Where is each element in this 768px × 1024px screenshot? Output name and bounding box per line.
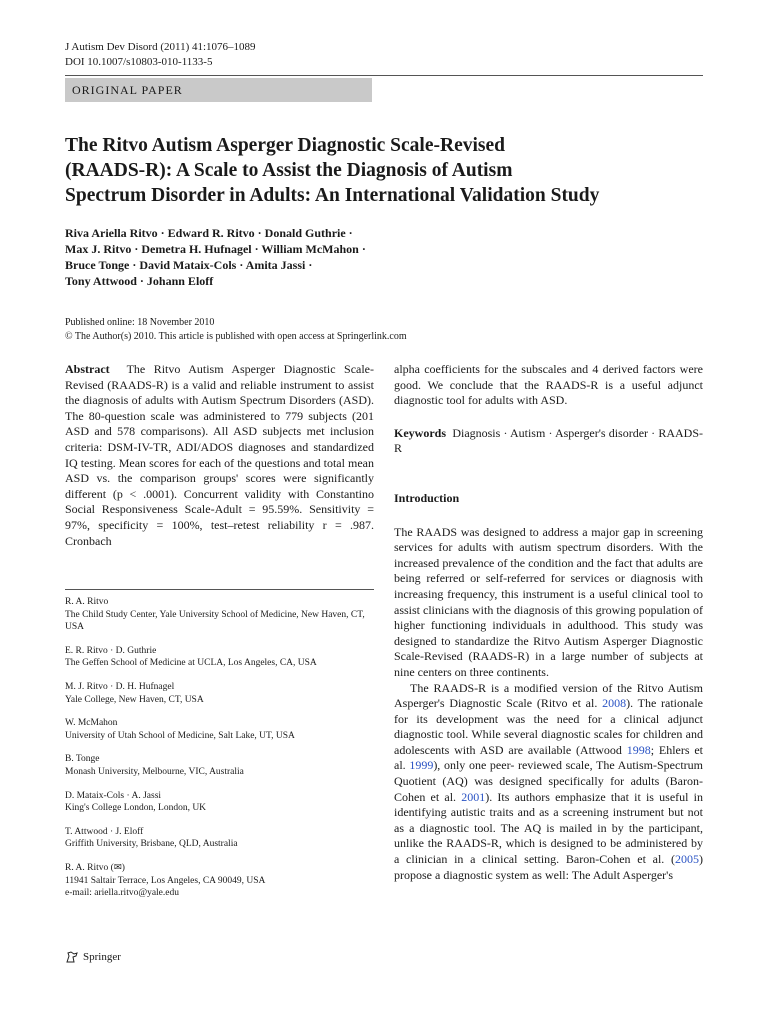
- affiliation-place: The Geffen School of Medicine at UCLA, Los Angeles, CA, USA: [65, 658, 317, 669]
- intro-paragraph: The RAADS was designed to address a major gap in screening services for adults with autism spectrum disorders. With the increased prevalence of the condition and the fact that adults are being referred or self-referred for services or diagnosis with increasing frequency, this instrument is a useful clinical tool to assist clinicians with the diagnosis of this growing population of higher functioning individuals in adulthood. This study was designed to standardize the Ritvo Autism Asperger Diagnostic Scale-Revised (RAADS-R) in a large number of subjects at nine centers on three continents.: [394, 524, 703, 679]
- intro-paragraph: [394, 681, 703, 884]
- published-date: Published online: 18 November 2010: [65, 317, 215, 328]
- affiliation-place: University of Utah School of Medicine, Salt Lake, UT, USA: [65, 730, 295, 741]
- publisher-name: Springer: [83, 951, 121, 963]
- affiliation-names: R. A. Ritvo: [65, 597, 109, 607]
- affiliation: [65, 826, 374, 851]
- affiliation-place: The Child Study Center, Yale University School of Medicine, New Haven, CT, USA: [65, 609, 365, 633]
- affiliation-names: B. Tonge: [65, 754, 100, 765]
- copyright-line: © The Author(s) 2010. This article is published with open access at Springerlink.com: [65, 331, 407, 342]
- affiliation-names: M. J. Ritvo · D. H. Hufnagel: [65, 681, 175, 692]
- citation-link[interactable]: 2005: [675, 852, 699, 867]
- affiliation: [65, 645, 374, 670]
- affiliations: [65, 596, 374, 911]
- abstract-left: [65, 362, 374, 549]
- affiliation: [65, 753, 374, 778]
- affiliation-place: Griffith University, Brisbane, QLD, Australia: [65, 839, 238, 850]
- footnote-divider: [65, 589, 374, 590]
- affiliation-place: King's College London, London, UK: [65, 803, 207, 814]
- text-run: The RAADS-R is a modified version of the Ritvo Autism Asperger's Diagnostic Scale (Ritvo et al.: [394, 680, 703, 711]
- text-run: ), only one peer- reviewed scale, The Autism-Spectrum Quotient (AQ) was designed specifically for adults (Baron-Cohen et al.: [394, 758, 703, 804]
- citation-link[interactable]: 1999: [409, 758, 434, 773]
- article-type-label: ORIGINAL PAPER: [72, 83, 183, 97]
- correspondence: [65, 862, 374, 900]
- affiliation-names: W. McMahon: [65, 718, 118, 729]
- article-title: [65, 133, 705, 208]
- affiliation: [65, 790, 374, 815]
- text-run: ). Its authors emphasize that it is useful in identifying autistic traits and as a screening instrument but not as a diagnostic tool. The AQ is mailed in by the participant, unlike the RAADS-R, which is designed to be administered by a clinician in a clinical setting. Baron-Cohen et al. (: [394, 789, 703, 867]
- author-line: Bruce Tonge · David Mataix-Cols · Amita Jassi ·: [65, 258, 313, 272]
- springer-horse-icon: [65, 950, 79, 964]
- title-line: The Ritvo Autism Asperger Diagnostic Scale-Revised: [65, 135, 505, 156]
- affiliation-names: T. Attwood · J. Eloff: [65, 826, 144, 837]
- page-footer: [65, 950, 121, 964]
- title-line: Spectrum Disorder in Adults: An International Validation Study: [65, 185, 600, 206]
- abstract-label: Abstract: [65, 362, 110, 376]
- affiliation: [65, 717, 374, 742]
- author-line: Max J. Ritvo · Demetra H. Hufnagel · William McMahon ·: [65, 242, 366, 256]
- affiliation-place: Yale College, New Haven, CT, USA: [65, 694, 204, 705]
- text-run: ; Ehlers et al.: [394, 742, 703, 773]
- citation-link[interactable]: 1998: [626, 742, 651, 757]
- keywords: [394, 426, 703, 457]
- publication-info: [65, 316, 407, 344]
- abstract-text: The Ritvo Autism Asperger Diagnostic Scale-Revised (RAADS-R) is a valid and reliable instrument to assist the diagnosis of adults with Autism Spectrum Disorders (ASD). The 80-question scale was administered to 779 subjects (201 ASD and 578 comparisons). All ASD subjects met inclusion criteria: DSM-IV-TR, ADI/ADOS diagnoses and standardized IQ testing. Mean scores for each of the questions and total mean ASD vs. the comparison groups' scores were significantly different (p < .0001). Concurrent validity with Constantino Social Responsiveness Scale-Adult = 95.59%. Sensitivity = 97%, specificity = 100%, test–retest reliability r = .987. Cronbach: [65, 362, 375, 548]
- correspondence-name: R. A. Ritvo (✉): [65, 862, 125, 873]
- title-line: (RAADS-R): A Scale to Assist the Diagnosis of Autism: [65, 160, 513, 181]
- affiliation: [65, 596, 374, 634]
- affiliation: [65, 681, 374, 706]
- citation-link[interactable]: 2001: [461, 789, 486, 804]
- text-run: ) propose a diagnostic system as well: The Adult Asperger's: [394, 852, 703, 882]
- right-column: [394, 362, 703, 883]
- citation-link[interactable]: 2008: [602, 696, 627, 711]
- journal-header: [65, 40, 256, 70]
- author-line: Riva Ariella Ritvo · Edward R. Ritvo · Donald Guthrie ·: [65, 226, 353, 240]
- text-run: ). The rationale for its development was the need for a clinical adjunct diagnostic tool. While several diagnostic scales for children and adolescents with ASD are available (Attwood: [394, 696, 703, 757]
- affiliation-names: D. Mataix-Cols · A. Jassi: [65, 790, 162, 801]
- doi-line: DOI 10.1007/s10803-010-1133-5: [65, 56, 213, 68]
- journal-citation: J Autism Dev Disord (2011) 41:1076–1089: [65, 41, 256, 53]
- keywords-text: Diagnosis · Autism · Asperger's disorder · RAADS-R: [394, 425, 703, 456]
- affiliation-names: E. R. Ritvo · D. Guthrie: [65, 645, 157, 656]
- author-list: [65, 225, 705, 289]
- abstract-continued: alpha coefficients for the subscales and 4 derived factors were good. We conclude that the RAADS-R is a useful adjunct diagnostic tool for adults with ASD.: [394, 362, 703, 408]
- correspondence-address: 11941 Saltair Terrace, Los Angeles, CA 90049, USA: [65, 875, 266, 886]
- keywords-label: Keywords: [394, 425, 446, 440]
- header-divider: [65, 75, 703, 76]
- correspondence-email[interactable]: e-mail: ariella.ritvo@yale.edu: [65, 888, 179, 899]
- affiliation-place: Monash University, Melbourne, VIC, Australia: [65, 766, 244, 777]
- author-line: Tony Attwood · Johann Eloff: [65, 274, 214, 288]
- section-heading-introduction: Introduction: [394, 490, 460, 505]
